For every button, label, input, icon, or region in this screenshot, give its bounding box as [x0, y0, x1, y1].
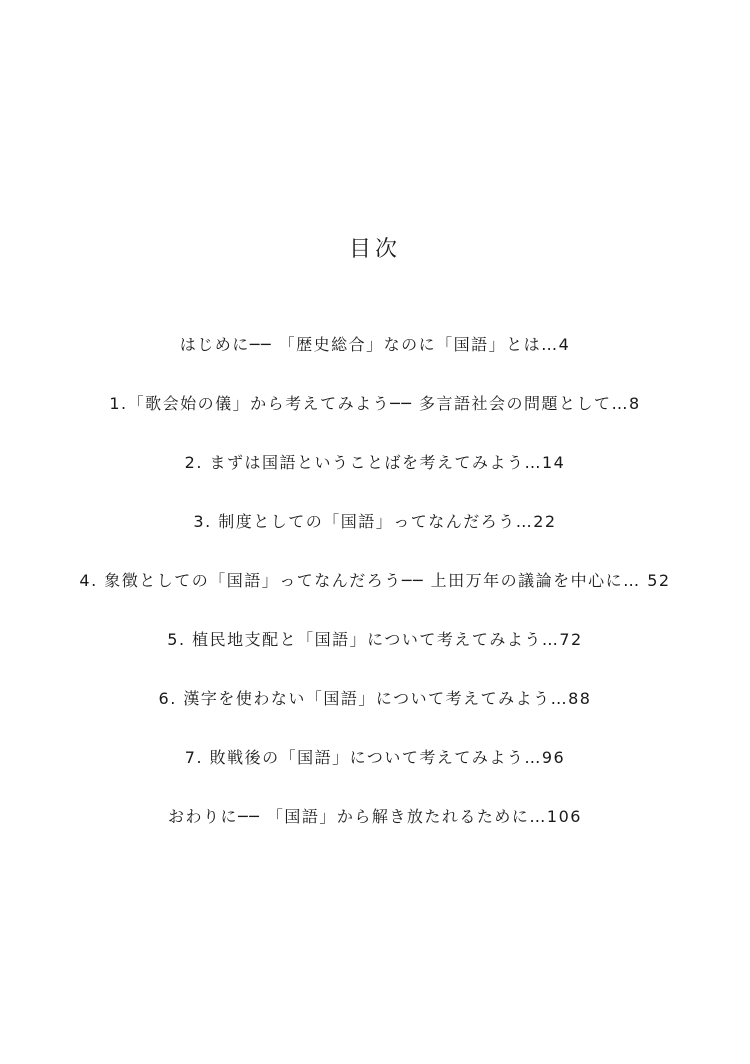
- toc-entry-chapter-4[interactable]: 4. 象徴としての「国語」ってなんだろう── 上田万年の議論を中心に… 52: [79, 571, 671, 590]
- toc-entry-introduction[interactable]: はじめに── 「歴史総合」なのに「国語」とは…4: [179, 335, 571, 354]
- toc-entry-chapter-5[interactable]: 5. 植民地支配と「国語」について考えてみよう…72: [167, 630, 583, 649]
- toc-entry-chapter-1[interactable]: 1.「歌会始の儀」から考えてみよう── 多言語社会の問題として…8: [109, 394, 641, 413]
- toc-entry-chapter-6[interactable]: 6. 漢字を使わない「国語」について考えてみよう…88: [158, 689, 592, 708]
- toc-title: 目次: [348, 237, 401, 262]
- toc-entry-conclusion[interactable]: おわりに── 「国語」から解き放たれるために…106: [168, 807, 582, 826]
- toc-entry-chapter-3[interactable]: 3. 制度としての「国語」ってなんだろう…22: [193, 512, 557, 531]
- toc-entry-chapter-2[interactable]: 2. まずは国語ということばを考えてみよう…14: [184, 453, 566, 472]
- toc-entry-chapter-7[interactable]: 7. 敗戦後の「国語」について考えてみよう…96: [184, 748, 566, 767]
- toc-list: [0, 331, 750, 862]
